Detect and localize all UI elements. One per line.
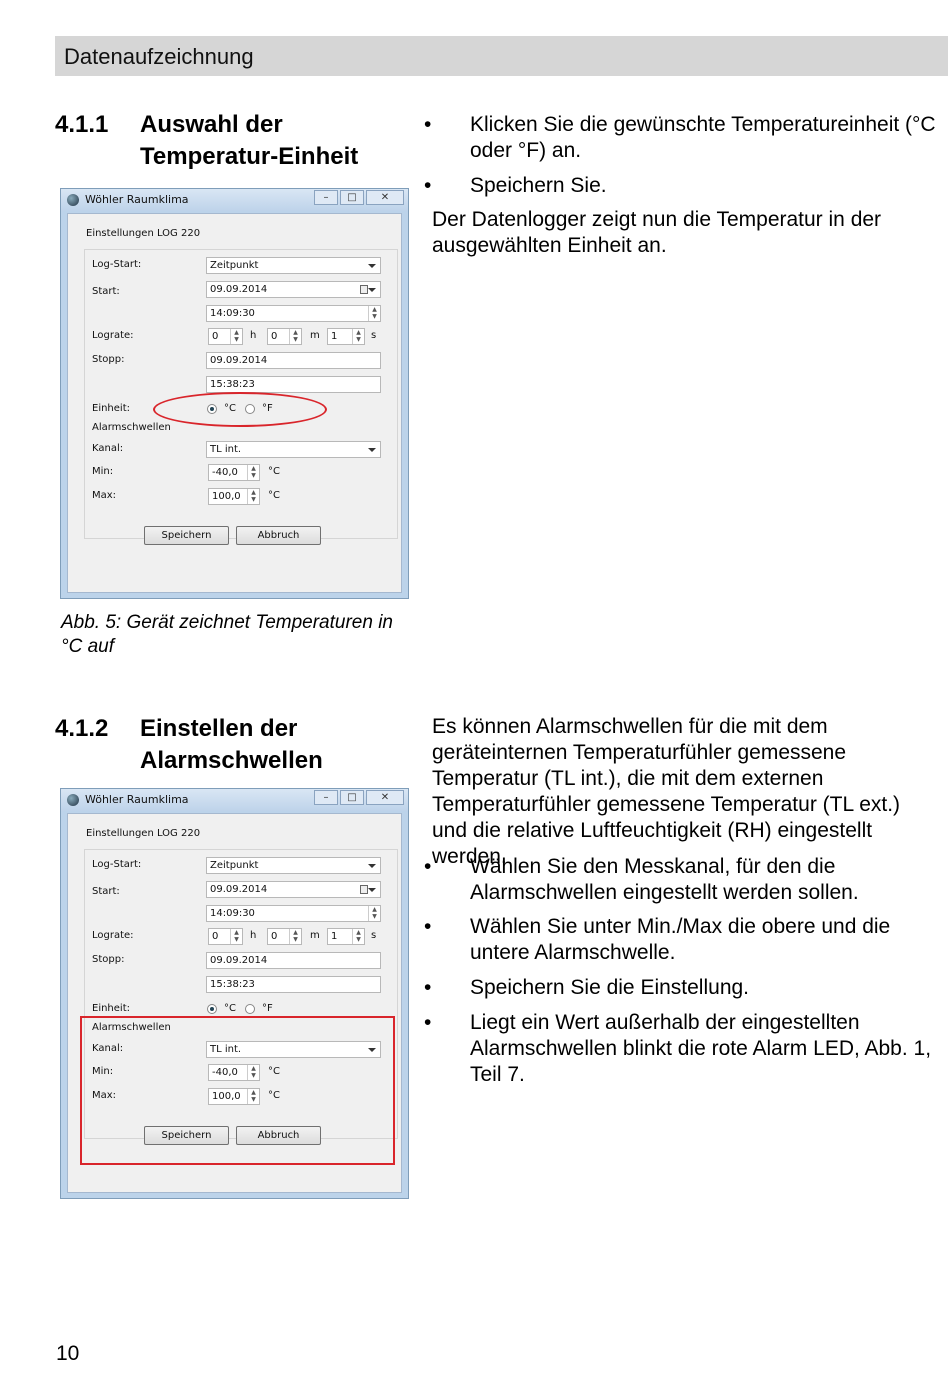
alarm-thresholds-label: Alarmschwellen: [92, 422, 171, 433]
page-number: 10: [56, 1342, 80, 1365]
lograte-hours-input[interactable]: [208, 328, 243, 345]
log-start-select[interactable]: [206, 857, 381, 874]
seconds-unit: s: [371, 930, 377, 941]
highlight-box: [80, 1016, 395, 1165]
spinner-icon[interactable]: ▲ ▼: [247, 489, 259, 504]
app-icon: [67, 194, 79, 206]
stop-time-input[interactable]: [206, 976, 381, 993]
unit-label: Einheit:: [92, 1003, 130, 1014]
log-start-select[interactable]: [206, 257, 381, 274]
seconds-unit: s: [371, 330, 377, 341]
lograte-hours-input[interactable]: [208, 928, 243, 945]
lograte-minutes-value: 0: [271, 931, 278, 942]
lograte-seconds-value: 1: [331, 331, 338, 342]
min-unit: °C: [268, 1066, 280, 1077]
maximize-icon[interactable]: □: [340, 190, 364, 205]
minimize-icon[interactable]: –: [314, 790, 338, 805]
fahrenheit-radio[interactable]: [245, 1004, 255, 1014]
spinner-icon[interactable]: ▲ ▼: [289, 929, 301, 944]
highlight-ellipse: [153, 392, 327, 427]
channel-value: TL int.: [210, 444, 242, 455]
bullet-dot: •: [424, 1011, 432, 1034]
start-date-value: 09.09.2014: [210, 884, 268, 895]
spinner-icon[interactable]: ▲ ▼: [247, 1089, 259, 1104]
min-label: Min:: [92, 1066, 114, 1077]
celsius-label: °C: [224, 1003, 236, 1014]
bullet-text: Speichern Sie die Einstellung.: [470, 976, 750, 999]
start-time-input[interactable]: [206, 905, 381, 922]
bullet-text: Liegt ein Wert außerhalb der eingestellten Alarmschwellen blinkt die rote Alarm LED, Abb. 1, Teil 7.: [470, 1011, 932, 1086]
max-label: Max:: [92, 490, 117, 501]
spinner-icon[interactable]: ▲ ▼: [368, 306, 380, 321]
min-value: -40,0: [212, 1067, 238, 1078]
max-unit: °C: [268, 1090, 280, 1101]
stop-time-value: 15:38:23: [210, 379, 255, 390]
spinner-icon[interactable]: ▲ ▼: [230, 329, 242, 344]
lograte-hours-value: 0: [212, 931, 219, 942]
lograte-seconds-input[interactable]: [327, 328, 365, 345]
save-button[interactable]: Speichern: [144, 1126, 229, 1145]
celsius-label: °C: [224, 403, 236, 414]
section-title-2: Einstellen der Alarmschwellen: [140, 715, 323, 774]
window-titlebar[interactable]: [61, 189, 408, 211]
bullet-text: Wählen Sie unter Min./Max die obere und die untere Alarmschwelle.: [470, 915, 891, 964]
chevron-down-icon: [368, 288, 376, 292]
minutes-unit: m: [310, 330, 320, 341]
stop-date-value: 09.09.2014: [210, 355, 268, 366]
maximize-icon[interactable]: □: [340, 790, 364, 805]
calendar-icon[interactable]: [360, 285, 368, 294]
lograte-label: Lograte:: [92, 930, 134, 941]
max-value: 100,0: [212, 1091, 241, 1102]
hours-unit: h: [250, 330, 257, 341]
fahrenheit-label: °F: [262, 403, 273, 414]
start-time-value: 14:09:30: [210, 308, 255, 319]
channel-value: TL int.: [210, 1044, 242, 1055]
app-icon: [67, 794, 79, 806]
lograte-seconds-value: 1: [331, 931, 338, 942]
header-bar: [55, 36, 948, 76]
calendar-icon[interactable]: [360, 885, 368, 894]
start-label: Start:: [92, 286, 120, 297]
lograte-minutes-value: 0: [271, 331, 278, 342]
spinner-icon[interactable]: ▲ ▼: [289, 329, 301, 344]
stop-time-value: 15:38:23: [210, 979, 255, 990]
spinner-icon[interactable]: ▲ ▼: [368, 906, 380, 921]
chevron-down-icon: [368, 264, 376, 268]
channel-label: Kanal:: [92, 443, 124, 454]
min-unit: °C: [268, 466, 280, 477]
lograte-seconds-input[interactable]: [327, 928, 365, 945]
start-time-input[interactable]: [206, 305, 381, 322]
celsius-radio[interactable]: [207, 1004, 217, 1014]
lograte-label: Lograte:: [92, 330, 134, 341]
close-icon[interactable]: ✕: [366, 190, 404, 205]
section1-paragraph: Der Datenlogger zeigt nun die Temperatur in der ausgewählten Einheit an.: [432, 208, 882, 257]
spinner-icon[interactable]: ▲ ▼: [352, 929, 364, 944]
section-number-2: 4.1.2: [55, 715, 109, 742]
cancel-button[interactable]: Abbruch: [236, 526, 321, 545]
stop-date-input[interactable]: [206, 952, 381, 969]
max-value: 100,0: [212, 491, 241, 502]
spinner-icon[interactable]: ▲ ▼: [247, 465, 259, 480]
bullet-dot: •: [424, 915, 432, 938]
start-time-value: 14:09:30: [210, 908, 255, 919]
section-number-1: 4.1.1: [55, 111, 109, 138]
stop-time-input[interactable]: [206, 376, 381, 393]
bullet-text: Speichern Sie.: [470, 174, 607, 197]
bullet-dot: •: [424, 113, 432, 136]
spinner-icon[interactable]: ▲ ▼: [247, 1065, 259, 1080]
spinner-icon[interactable]: ▲ ▼: [352, 329, 364, 344]
minutes-unit: m: [310, 930, 320, 941]
start-date-value: 09.09.2014: [210, 284, 268, 295]
close-icon[interactable]: ✕: [366, 790, 404, 805]
start-date-picker[interactable]: [206, 281, 381, 298]
min-label: Min:: [92, 466, 114, 477]
log-start-value: Zeitpunkt: [210, 860, 259, 871]
cancel-button[interactable]: Abbruch: [236, 1126, 321, 1145]
alarm-thresholds-label: Alarmschwellen: [92, 1022, 171, 1033]
fahrenheit-label: °F: [262, 1003, 273, 1014]
min-value: -40,0: [212, 467, 238, 478]
bullet-dot: •: [424, 174, 432, 197]
minimize-icon[interactable]: –: [314, 190, 338, 205]
channel-label: Kanal:: [92, 1043, 124, 1054]
hours-unit: h: [250, 930, 257, 941]
bullet-dot: •: [424, 976, 432, 999]
save-button[interactable]: Speichern: [144, 526, 229, 545]
section2-intro: Es können Alarmschwellen für die mit dem geräteinternen Temperaturfühler gemessene Temperatur (TL int.), die mit dem externen Temperaturfühler gemessene Temperatur (TL ext.) und die relative Luftfeuchtigkeit (RH) eingestellt werden.: [432, 715, 901, 868]
stop-date-input[interactable]: [206, 352, 381, 369]
window-title: Wöhler Raumklima: [85, 193, 189, 206]
chevron-down-icon: [368, 864, 376, 868]
window-title: Wöhler Raumklima: [85, 793, 189, 806]
log-start-value: Zeitpunkt: [210, 260, 259, 271]
unit-label: Einheit:: [92, 403, 130, 414]
figure-caption: Abb. 5: Gerät zeichnet Temperaturen in °C auf: [61, 612, 393, 657]
lograte-minutes-input[interactable]: [267, 328, 302, 345]
bullet-text: Klicken Sie die gewünschte Temperatureinheit (°C oder °F) an.: [470, 113, 936, 162]
group-label: Einstellungen LOG 220: [86, 228, 201, 239]
stop-label: Stopp:: [92, 354, 125, 365]
bullet-text: Wählen Sie den Messkanal, für den die Alarmschwellen eingestellt werden sollen.: [470, 855, 859, 904]
lograte-hours-value: 0: [212, 331, 219, 342]
group-label: Einstellungen LOG 220: [86, 828, 201, 839]
stop-label: Stopp:: [92, 954, 125, 965]
start-date-picker[interactable]: [206, 881, 381, 898]
log-start-label: Log-Start:: [92, 259, 142, 270]
max-unit: °C: [268, 490, 280, 501]
log-start-label: Log-Start:: [92, 859, 142, 870]
max-input[interactable]: [208, 488, 260, 505]
chevron-down-icon: [368, 888, 376, 892]
section-title-1: Auswahl der Temperatur-Einheit: [140, 111, 359, 170]
window-titlebar[interactable]: [61, 789, 408, 811]
spinner-icon[interactable]: ▲ ▼: [230, 929, 242, 944]
chevron-down-icon: [368, 448, 376, 452]
header-title: Datenaufzeichnung: [64, 44, 254, 69]
stop-date-value: 09.09.2014: [210, 955, 268, 966]
max-label: Max:: [92, 1090, 117, 1101]
min-input[interactable]: [208, 464, 260, 481]
start-label: Start:: [92, 886, 120, 897]
bullet-dot: •: [424, 855, 432, 878]
channel-select[interactable]: [206, 441, 381, 458]
lograte-minutes-input[interactable]: [267, 928, 302, 945]
